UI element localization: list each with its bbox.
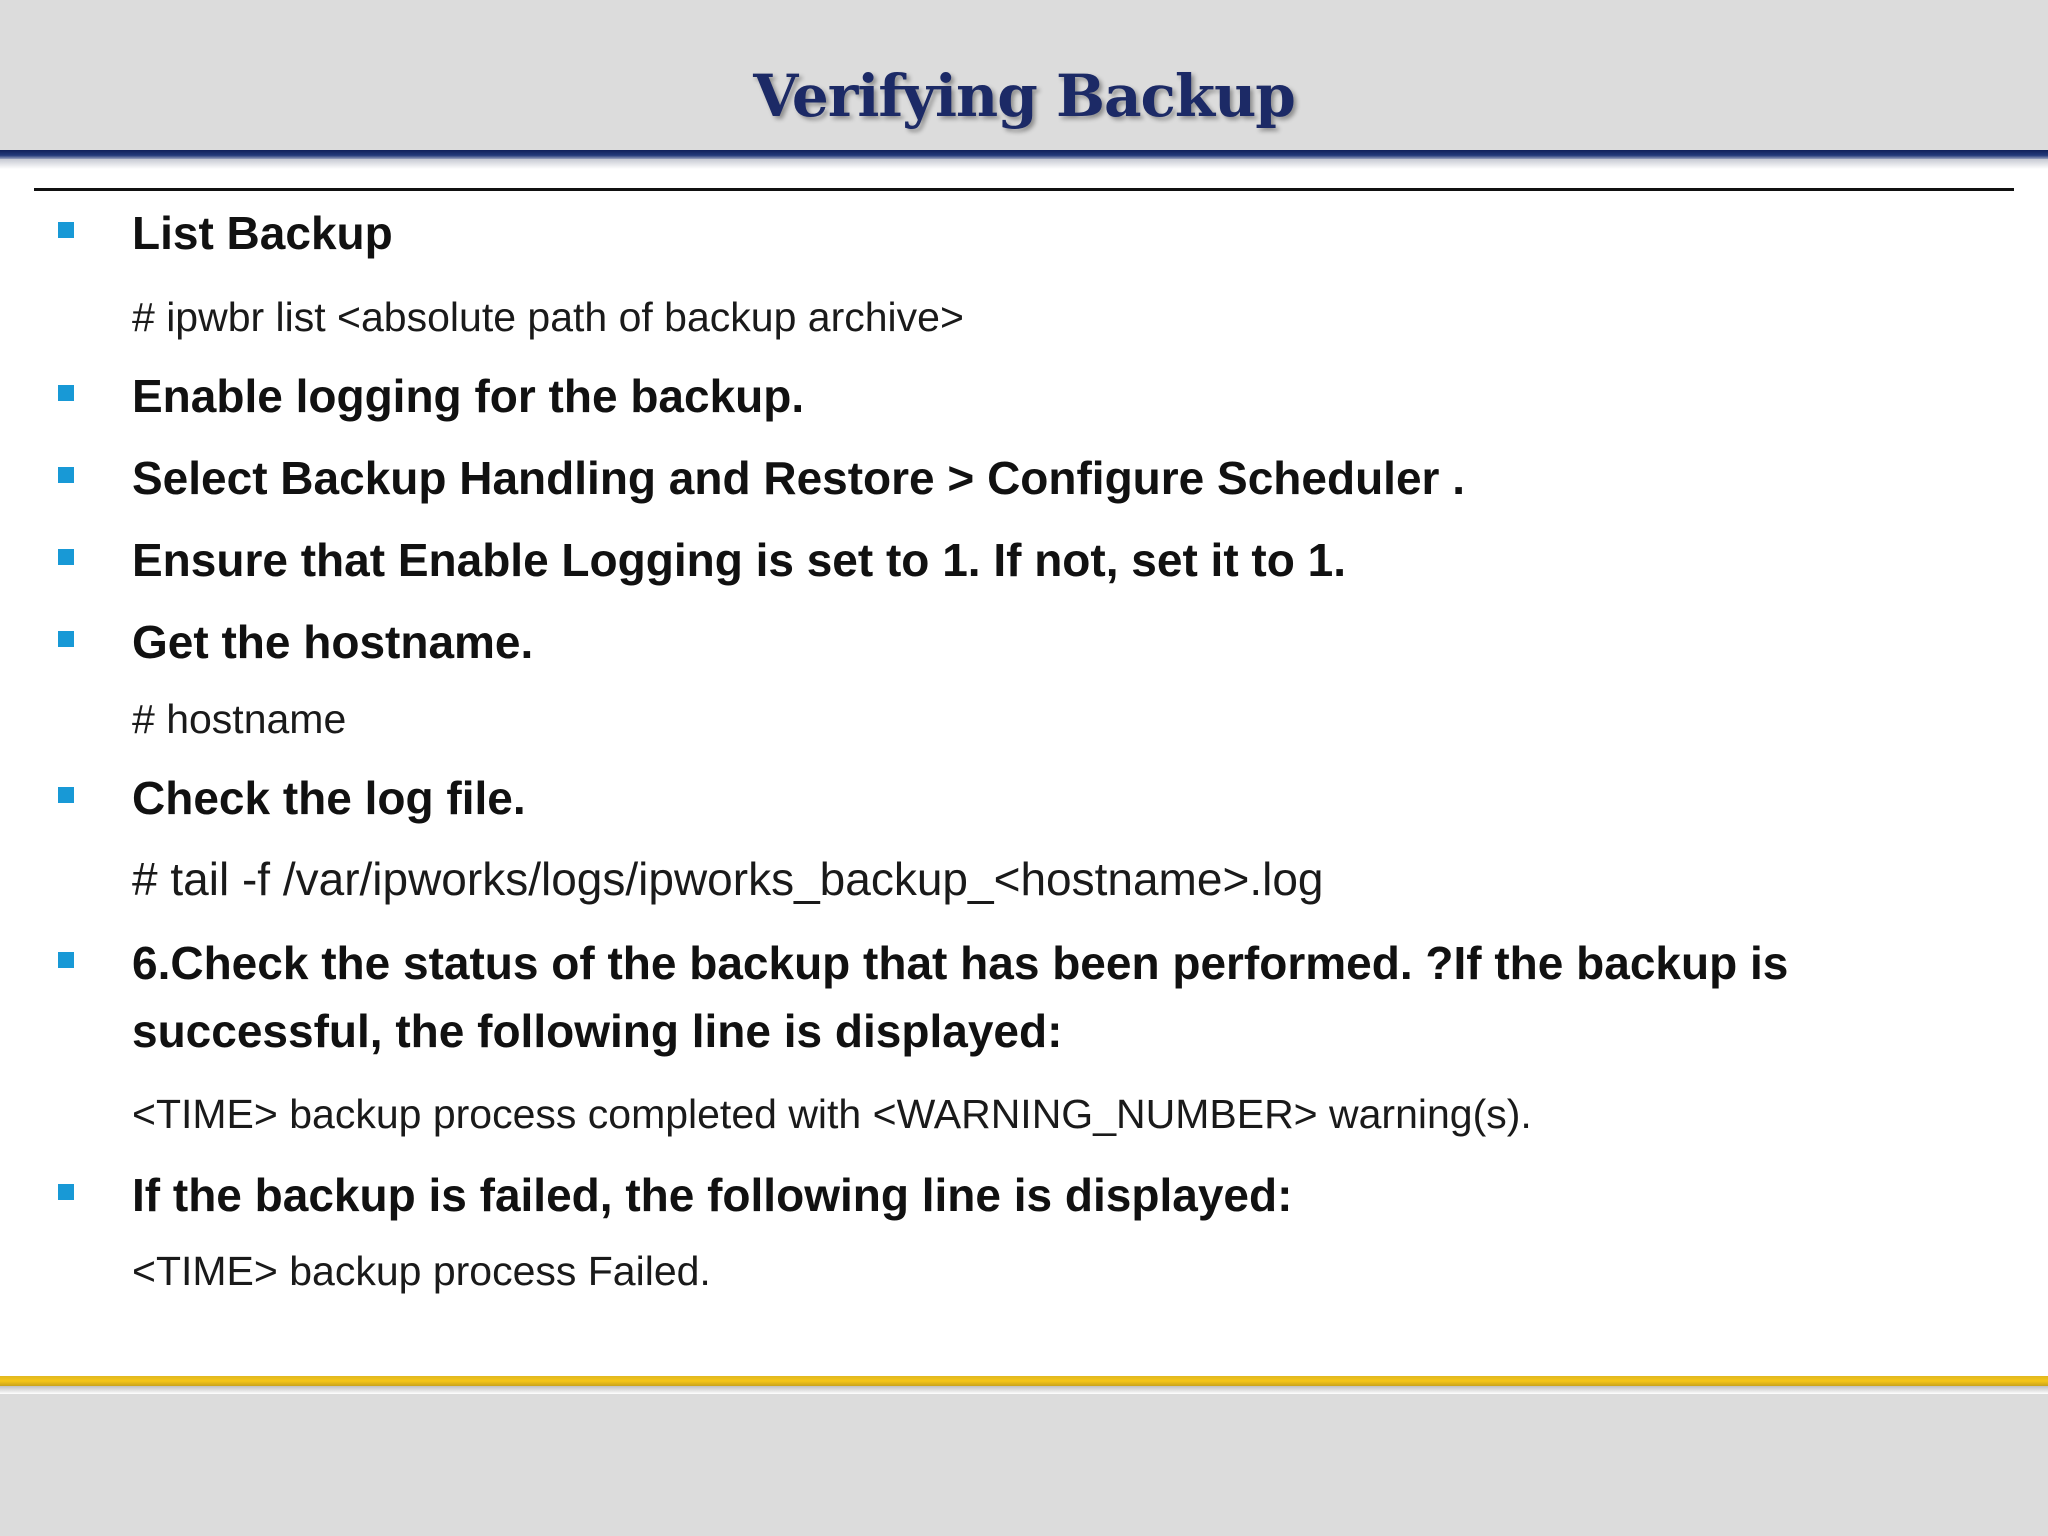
bullet-backup-failed: If the backup is failed, the following line is displayed: bbox=[132, 1169, 1293, 1221]
message-backup-failed: <TIME> backup process Failed. bbox=[132, 1248, 711, 1294]
command-ipwbr-list: # ipwbr list <absolute path of backup archive> bbox=[132, 294, 964, 340]
message-backup-completed: <TIME> backup process completed with <WARNING_NUMBER> warning(s). bbox=[132, 1091, 1532, 1137]
bullet-check-status-line1: 6.Check the status of the backup that has been performed. ?If the backup is bbox=[132, 937, 1789, 989]
bullet-square-icon bbox=[58, 549, 74, 565]
bullet-ensure-logging: Ensure that Enable Logging is set to 1. If not, set it to 1. bbox=[132, 534, 1346, 586]
command-hostname: # hostname bbox=[132, 696, 347, 742]
bullet-square-icon bbox=[58, 467, 74, 483]
bullet-list-backup: List Backup bbox=[132, 207, 393, 259]
bullet-select-backup-handling: Select Backup Handling and Restore > Configure Scheduler . bbox=[132, 452, 1466, 504]
bullet-square-icon bbox=[58, 952, 74, 968]
bullet-square-icon bbox=[58, 787, 74, 803]
bullet-square-icon bbox=[58, 385, 74, 401]
slide-title: Verifying Backup bbox=[753, 62, 1295, 130]
bullet-enable-logging: Enable logging for the backup. bbox=[132, 370, 805, 422]
bullet-square-icon bbox=[58, 631, 74, 647]
bullet-square-icon bbox=[58, 222, 74, 238]
bullet-check-status-line2: successful, the following line is displayed: bbox=[132, 1005, 1063, 1057]
bullet-square-icon bbox=[58, 1184, 74, 1200]
footer-rule-shadow bbox=[0, 1386, 2048, 1394]
bullet-get-hostname: Get the hostname. bbox=[132, 616, 534, 668]
bullet-check-log-file: Check the log file. bbox=[132, 772, 526, 824]
footer-band bbox=[0, 1394, 2048, 1536]
footer-rule bbox=[0, 1376, 2048, 1386]
command-tail-log: # tail -f /var/ipworks/logs/ipworks_backup_<hostname>.log bbox=[132, 853, 1324, 905]
